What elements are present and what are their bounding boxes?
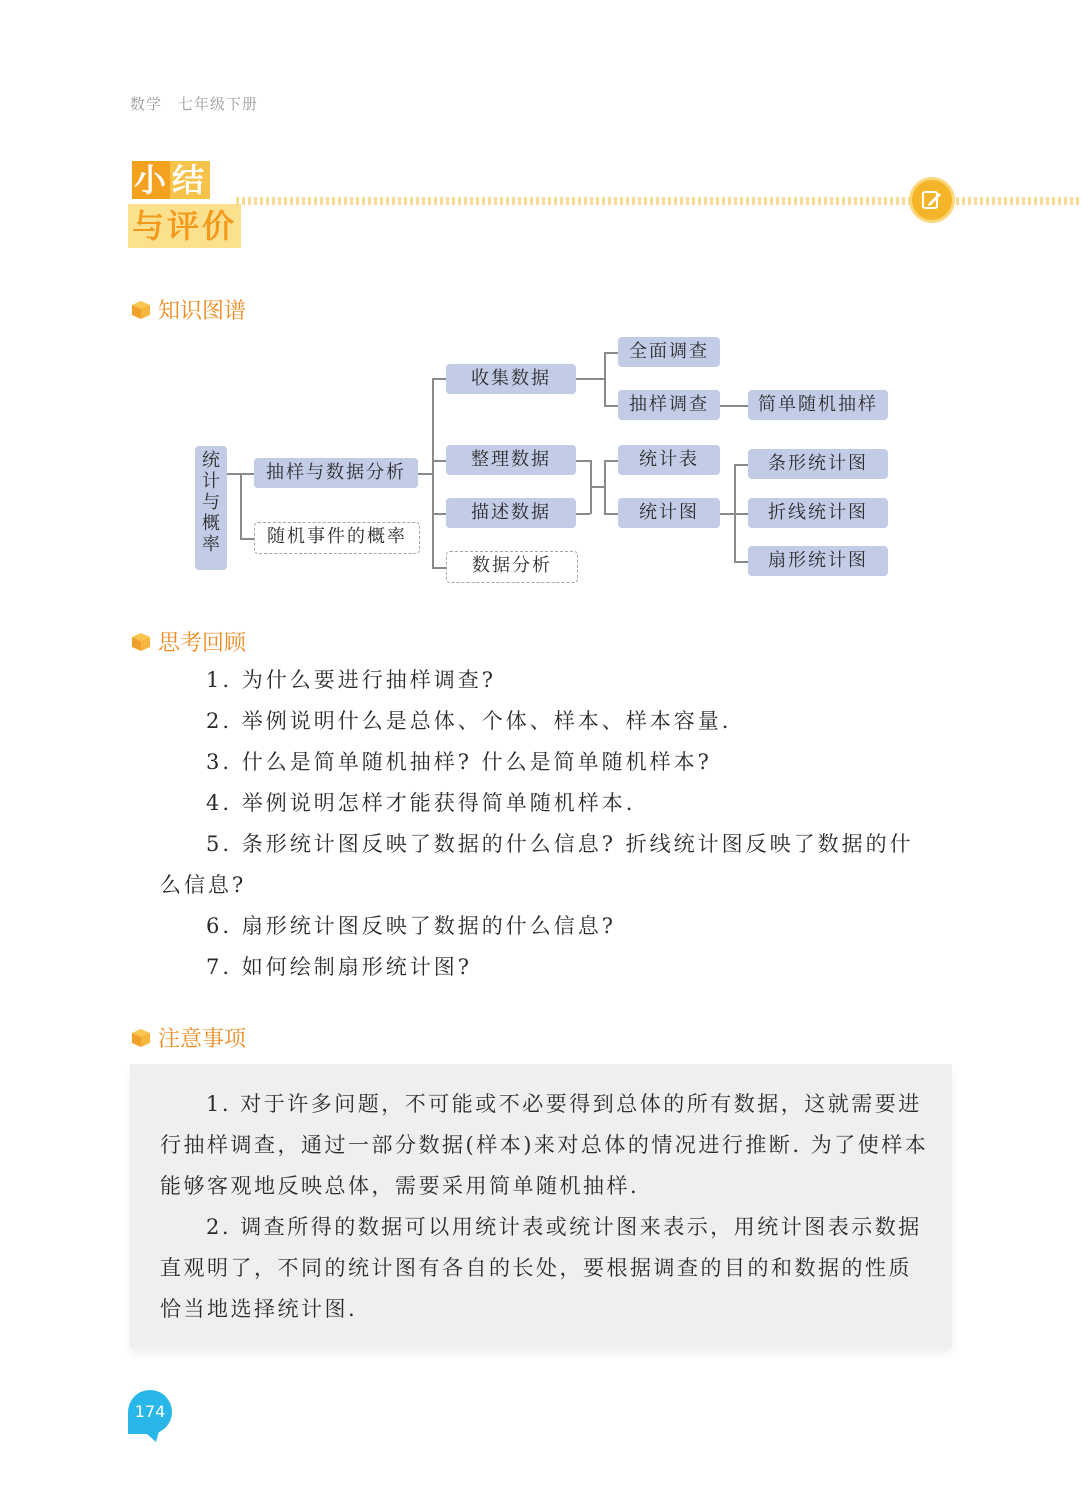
map-node-sampling-analysis: 抽样与数据分析: [254, 458, 418, 488]
map-node-organize: 整理数据: [446, 445, 576, 475]
cube-icon: [130, 1027, 152, 1049]
notes-box: [130, 1064, 952, 1348]
map-node-chart: 统计图: [618, 498, 720, 528]
map-node-pie-chart: 扇形统计图: [748, 546, 888, 576]
map-node-bar-chart: 条形统计图: [748, 449, 888, 479]
page-number: 174: [128, 1390, 172, 1434]
cube-icon: [130, 631, 152, 653]
question-7: 7. 如何绘制扇形统计图?: [206, 955, 472, 979]
map-node-line-chart: 折线统计图: [748, 498, 888, 528]
map-root-box: 统 计 与 概 率: [195, 446, 227, 570]
map-node-describe: 描述数据: [446, 498, 576, 528]
map-node-collect: 收集数据: [446, 364, 576, 394]
question-3: 3. 什么是简单随机抽样? 什么是简单随机样本?: [206, 750, 712, 774]
title-char-1: 小: [134, 161, 169, 199]
map-node-analyze: 数据分析: [446, 551, 578, 583]
question-1: 1. 为什么要进行抽样调查?: [206, 668, 496, 692]
map-node-probability: 随机事件的概率: [254, 522, 420, 554]
note-1: 1. 对于许多问题，不可能或不必要得到总体的所有数据，这就需要进行抽样调查，通过一部分数据(样本)来对总体的情况进行推断. 为了使样本能够客观地反映总体，需要采用简单随机抽样.: [160, 1092, 929, 1198]
question-2: 2. 举例说明什么是总体、个体、样本、样本容量.: [206, 709, 732, 733]
map-node-table: 统计表: [618, 445, 720, 475]
question-6: 6. 扇形统计图反映了数据的什么信息?: [206, 914, 616, 938]
section-heading-review-text: 思考回顾: [158, 631, 247, 656]
title-char-2: 结: [170, 161, 210, 199]
question-4: 4. 举例说明怎样才能获得简单随机样本.: [206, 791, 636, 815]
section-heading-notes-text: 注意事项: [158, 1027, 247, 1052]
section-heading-map-text: 知识图谱: [158, 299, 247, 324]
title-line-2: 与评价: [128, 204, 241, 248]
section-heading-notes: [130, 1022, 246, 1053]
section-heading-review: [130, 626, 246, 657]
question-5: 5. 条形统计图反映了数据的什么信息? 折线统计图反映了数据的什: [206, 832, 914, 856]
running-head: 数学 七年级下册: [130, 95, 259, 113]
note-2: 2. 调查所得的数据可以用统计表或统计图来表示，用统计图表示数据直观明了，不同的统计图有各自的长处，要根据调查的目的和数据的性质恰当地选择统计图.: [160, 1215, 922, 1321]
map-node-sampling: 抽样调查: [618, 390, 720, 420]
question-5-cont: 么信息?: [160, 873, 247, 897]
map-node-census: 全面调查: [618, 337, 720, 367]
map-node-srs: 简单随机抽样: [748, 390, 888, 420]
